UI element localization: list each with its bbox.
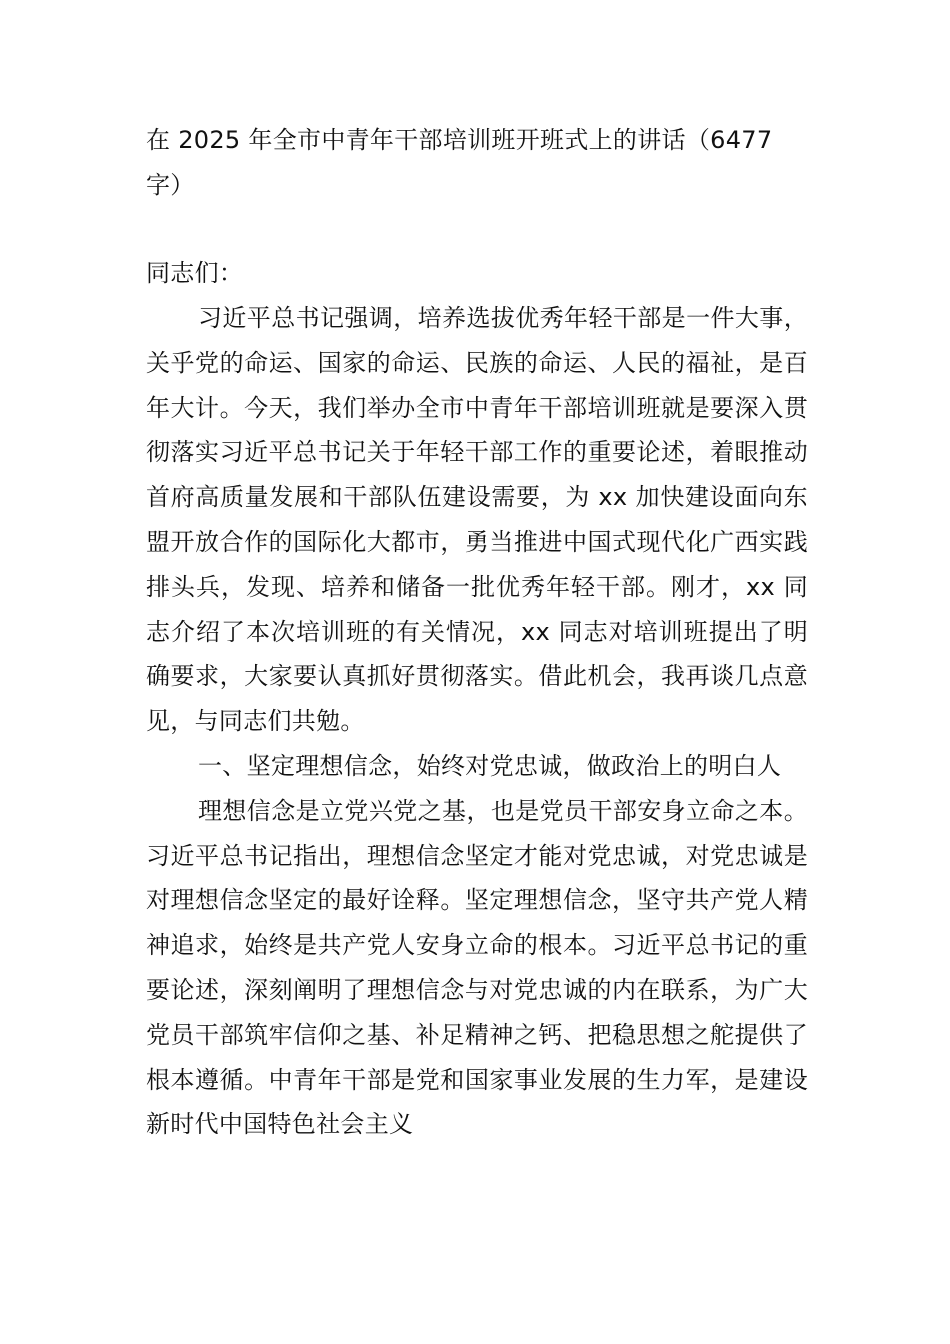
document-title: 在 2025 年全市中青年干部培训班开班式上的讲话（6477 字） xyxy=(146,126,773,199)
document-body xyxy=(146,296,808,1147)
paragraph-intro: 习近平总书记强调，培养选拔优秀年轻干部是一件大事，关乎党的命运、国家的命运、民族的命运、人民的福祉，是百年大计。今天，我们举办全市中青年干部培训班就是要深入贯彻落实习近平总书记关于年轻干部工作的重要论述，着眼推动首府高质量发展和干部队伍建设需要，为 xx 加快建设面向东盟开放合作的国际化大都市，勇当推进中国式现代化广西实践排头兵，发现、培养和储备一批优秀年轻干部。刚才，xx 同志介绍了本次培训班的有关情况，xx 同志对培训班提出了明确要求，大家要认真抓好贯彻落实。借此机会，我再谈几点意见，与同志们共勉。 xyxy=(146,304,808,736)
section-heading-1: 一、坚定理想信念，始终对党忠诚，做政治上的明白人 xyxy=(198,751,782,780)
paragraph-section-1: 理想信念是立党兴党之基，也是党员干部安身立命之本。习近平总书记指出，理想信念坚定才能对党忠诚，对党忠诚是对理想信念坚定的最好诠释。坚定理想信念，坚守共产党人精神追求，始终是共产党人安身立命的根本。习近平总书记的重要论述，深刻阐明了理想信念与对党忠诚的内在联系，为广大党员干部筑牢信仰之基、补足精神之钙、把稳思想之舵提供了根本遵循。中青年干部是党和国家事业发展的生力军，是建设新时代中国特色社会主义 xyxy=(146,796,808,1139)
greeting: 同志们： xyxy=(146,259,244,287)
